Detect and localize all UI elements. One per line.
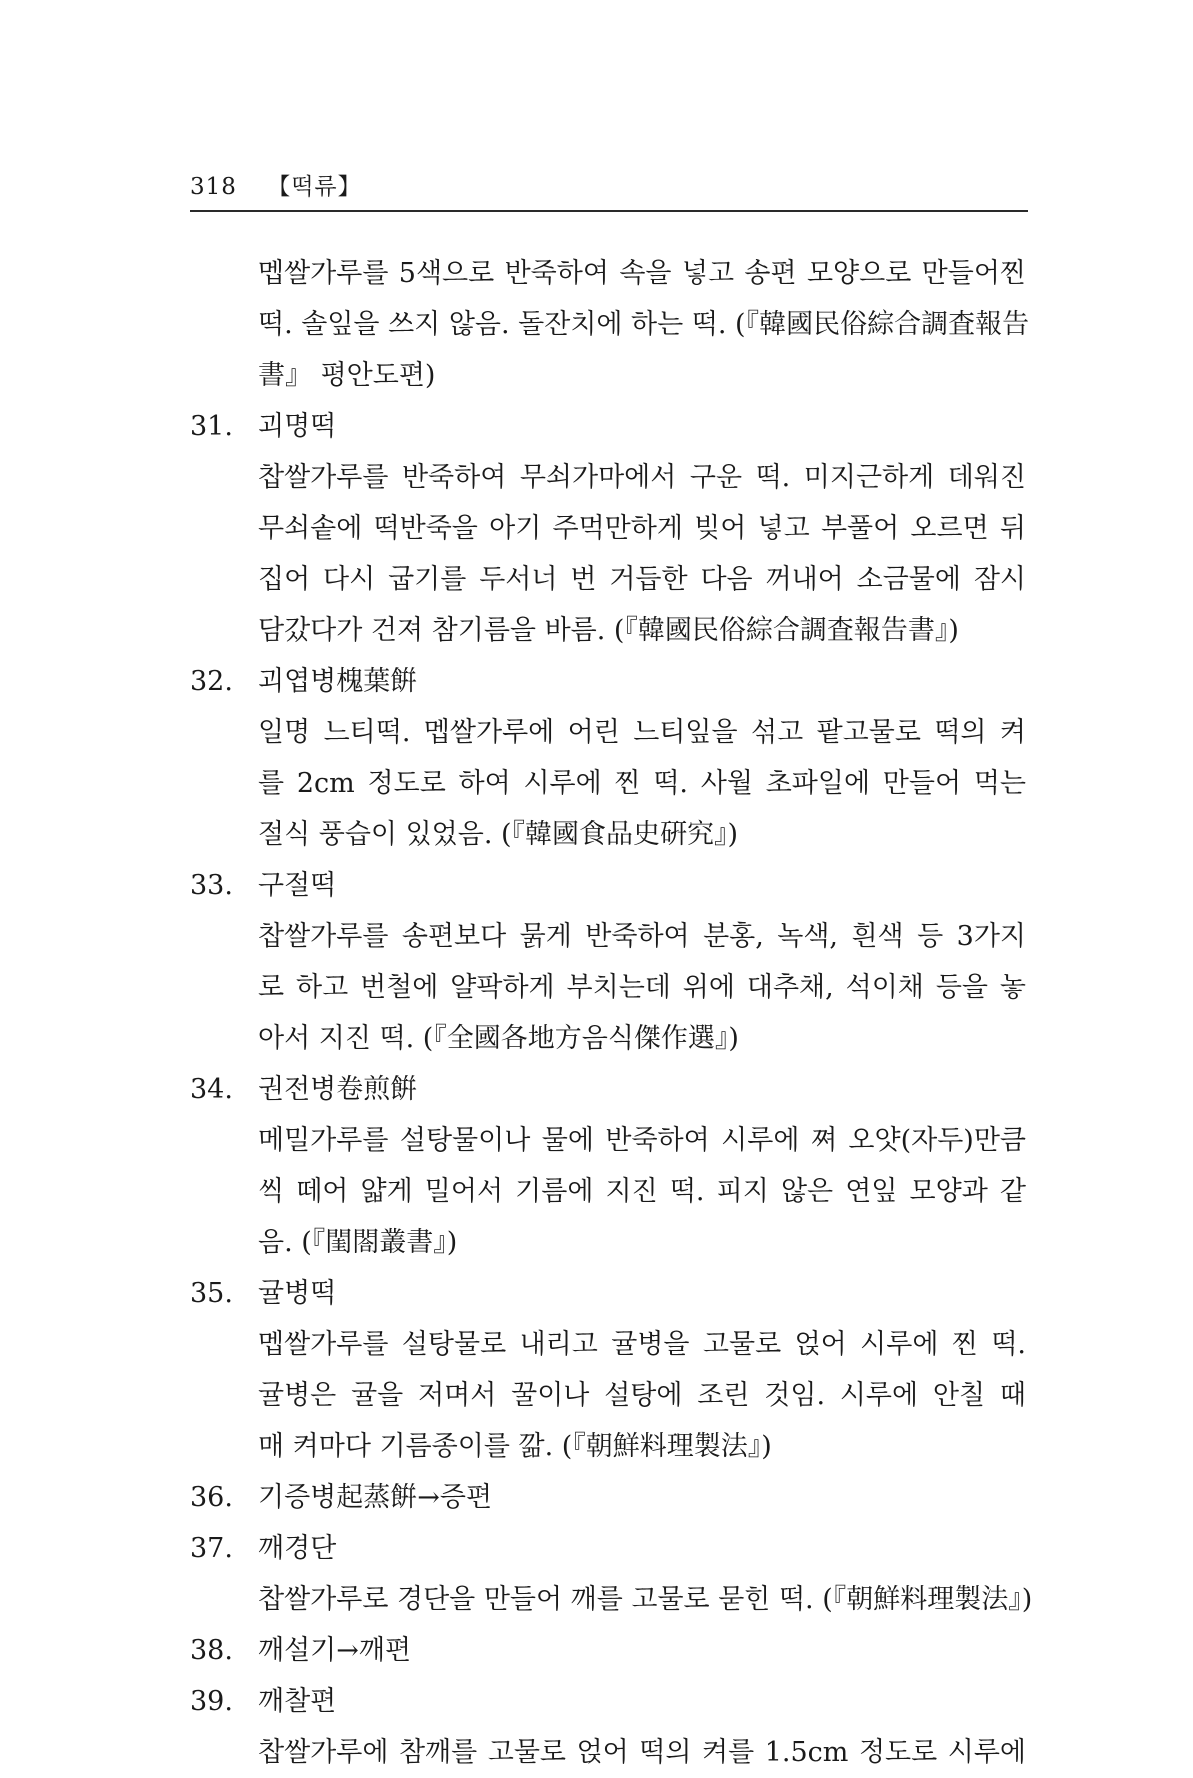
entry-title: 기증병起蒸餠→증편	[258, 1482, 493, 1513]
entry-heading	[190, 1625, 1028, 1676]
body-line: 귤병은 귤을 저며서 꿀이나 설탕에 조린 것임. 시루에 안칠 때	[258, 1380, 1026, 1411]
entry-number: 38.	[190, 1635, 233, 1666]
entry-number: 32.	[190, 666, 233, 697]
entry-heading	[190, 1676, 1028, 1727]
entry-title: 깨설기→깨편	[258, 1635, 412, 1666]
entry-heading	[190, 1064, 1028, 1115]
entry-number: 35.	[190, 1278, 233, 1309]
body-line: 떡. 솔잎을 쓰지 않음. 돌잔치에 하는 떡. (『韓國民俗綜合調査報告	[258, 309, 1030, 340]
body-line: 로 하고 번철에 얄팍하게 부치는데 위에 대추채, 석이채 등을 놓	[258, 972, 1026, 1003]
body-line: 집어 다시 굽기를 두서너 번 거듭한 다음 꺼내어 소금물에 잠시	[258, 564, 1026, 595]
section-title: 【떡류】	[267, 174, 362, 200]
dictionary-body	[190, 248, 1033, 1778]
entry-number: 33.	[190, 870, 233, 901]
body-line: 담갔다가 건져 참기름을 바름. (『韓國民俗綜合調査報告書』)	[258, 615, 959, 646]
entry-heading	[190, 401, 1028, 452]
body-line: 찹쌀가루를 송편보다 묽게 반죽하여 분홍, 녹색, 흰색 등 3가지	[258, 921, 1026, 952]
body-line: 아서 지진 떡. (『全國各地方음식傑作選』)	[258, 1023, 739, 1054]
entry-heading	[190, 860, 1028, 911]
entry-heading	[190, 1523, 1028, 1574]
entry-heading	[190, 656, 1028, 707]
entry-title: 깨경단	[258, 1533, 337, 1564]
entry-title: 구절떡	[258, 870, 337, 901]
entry-number: 34.	[190, 1074, 233, 1105]
body-line: 찹쌀가루를 반죽하여 무쇠가마에서 구운 떡. 미지근하게 데워진	[258, 462, 1026, 493]
body-line: 찹쌀가루로 경단을 만들어 깨를 고물로 묻힌 떡. (『朝鮮料理製法』)	[258, 1584, 1033, 1615]
body-line: 음. (『閨閤叢書』)	[258, 1227, 458, 1258]
entry-number: 36.	[190, 1482, 233, 1513]
body-line: 매 켜마다 기름종이를 깖. (『朝鮮料理製法』)	[258, 1431, 772, 1462]
entry-number: 37.	[190, 1533, 233, 1564]
entry-heading	[190, 1268, 1028, 1319]
body-line: 절식 풍습이 있었음. (『韓國食品史硏究』)	[258, 819, 739, 850]
header-rule	[190, 210, 1028, 212]
body-line: 書』 평안도편)	[258, 360, 436, 391]
entry-heading	[190, 1472, 1028, 1523]
entry-number: 31.	[190, 411, 233, 442]
entry-title: 깨찰편	[258, 1686, 337, 1717]
page-number: 318	[190, 174, 237, 200]
entry-title: 권전병卷煎餠	[258, 1074, 418, 1105]
entry-title: 괴명떡	[258, 411, 337, 442]
body-line: 멥쌀가루를 5색으로 반죽하여 속을 넣고 송편 모양으로 만들어찐	[258, 258, 1026, 289]
body-line: 씩 떼어 얇게 밀어서 기름에 지진 떡. 피지 않은 연잎 모양과 같	[258, 1176, 1026, 1207]
body-line: 를 2cm 정도로 하여 시루에 찐 떡. 사월 초파일에 만들어 먹는	[258, 768, 1026, 799]
entry-title: 귤병떡	[258, 1278, 337, 1309]
body-line: 멥쌀가루를 설탕물로 내리고 귤병을 고물로 얹어 시루에 찐 떡.	[258, 1329, 1026, 1360]
body-line: 일명 느티떡. 멥쌀가루에 어린 느티잎을 섞고 팥고물로 떡의 켜	[258, 717, 1026, 748]
body-line: 메밀가루를 설탕물이나 물에 반죽하여 시루에 쪄 오얏(자두)만큼	[258, 1125, 1026, 1156]
entry-number: 39.	[190, 1686, 233, 1717]
entry-title: 괴엽병槐葉餠	[258, 666, 418, 697]
page-header	[190, 168, 362, 201]
body-line: 찹쌀가루에 참깨를 고물로 얹어 떡의 켜를 1.5cm 정도로 시루에	[258, 1737, 1026, 1768]
body-line: 무쇠솥에 떡반죽을 아기 주먹만하게 빚어 넣고 부풀어 오르면 뒤	[258, 513, 1026, 544]
